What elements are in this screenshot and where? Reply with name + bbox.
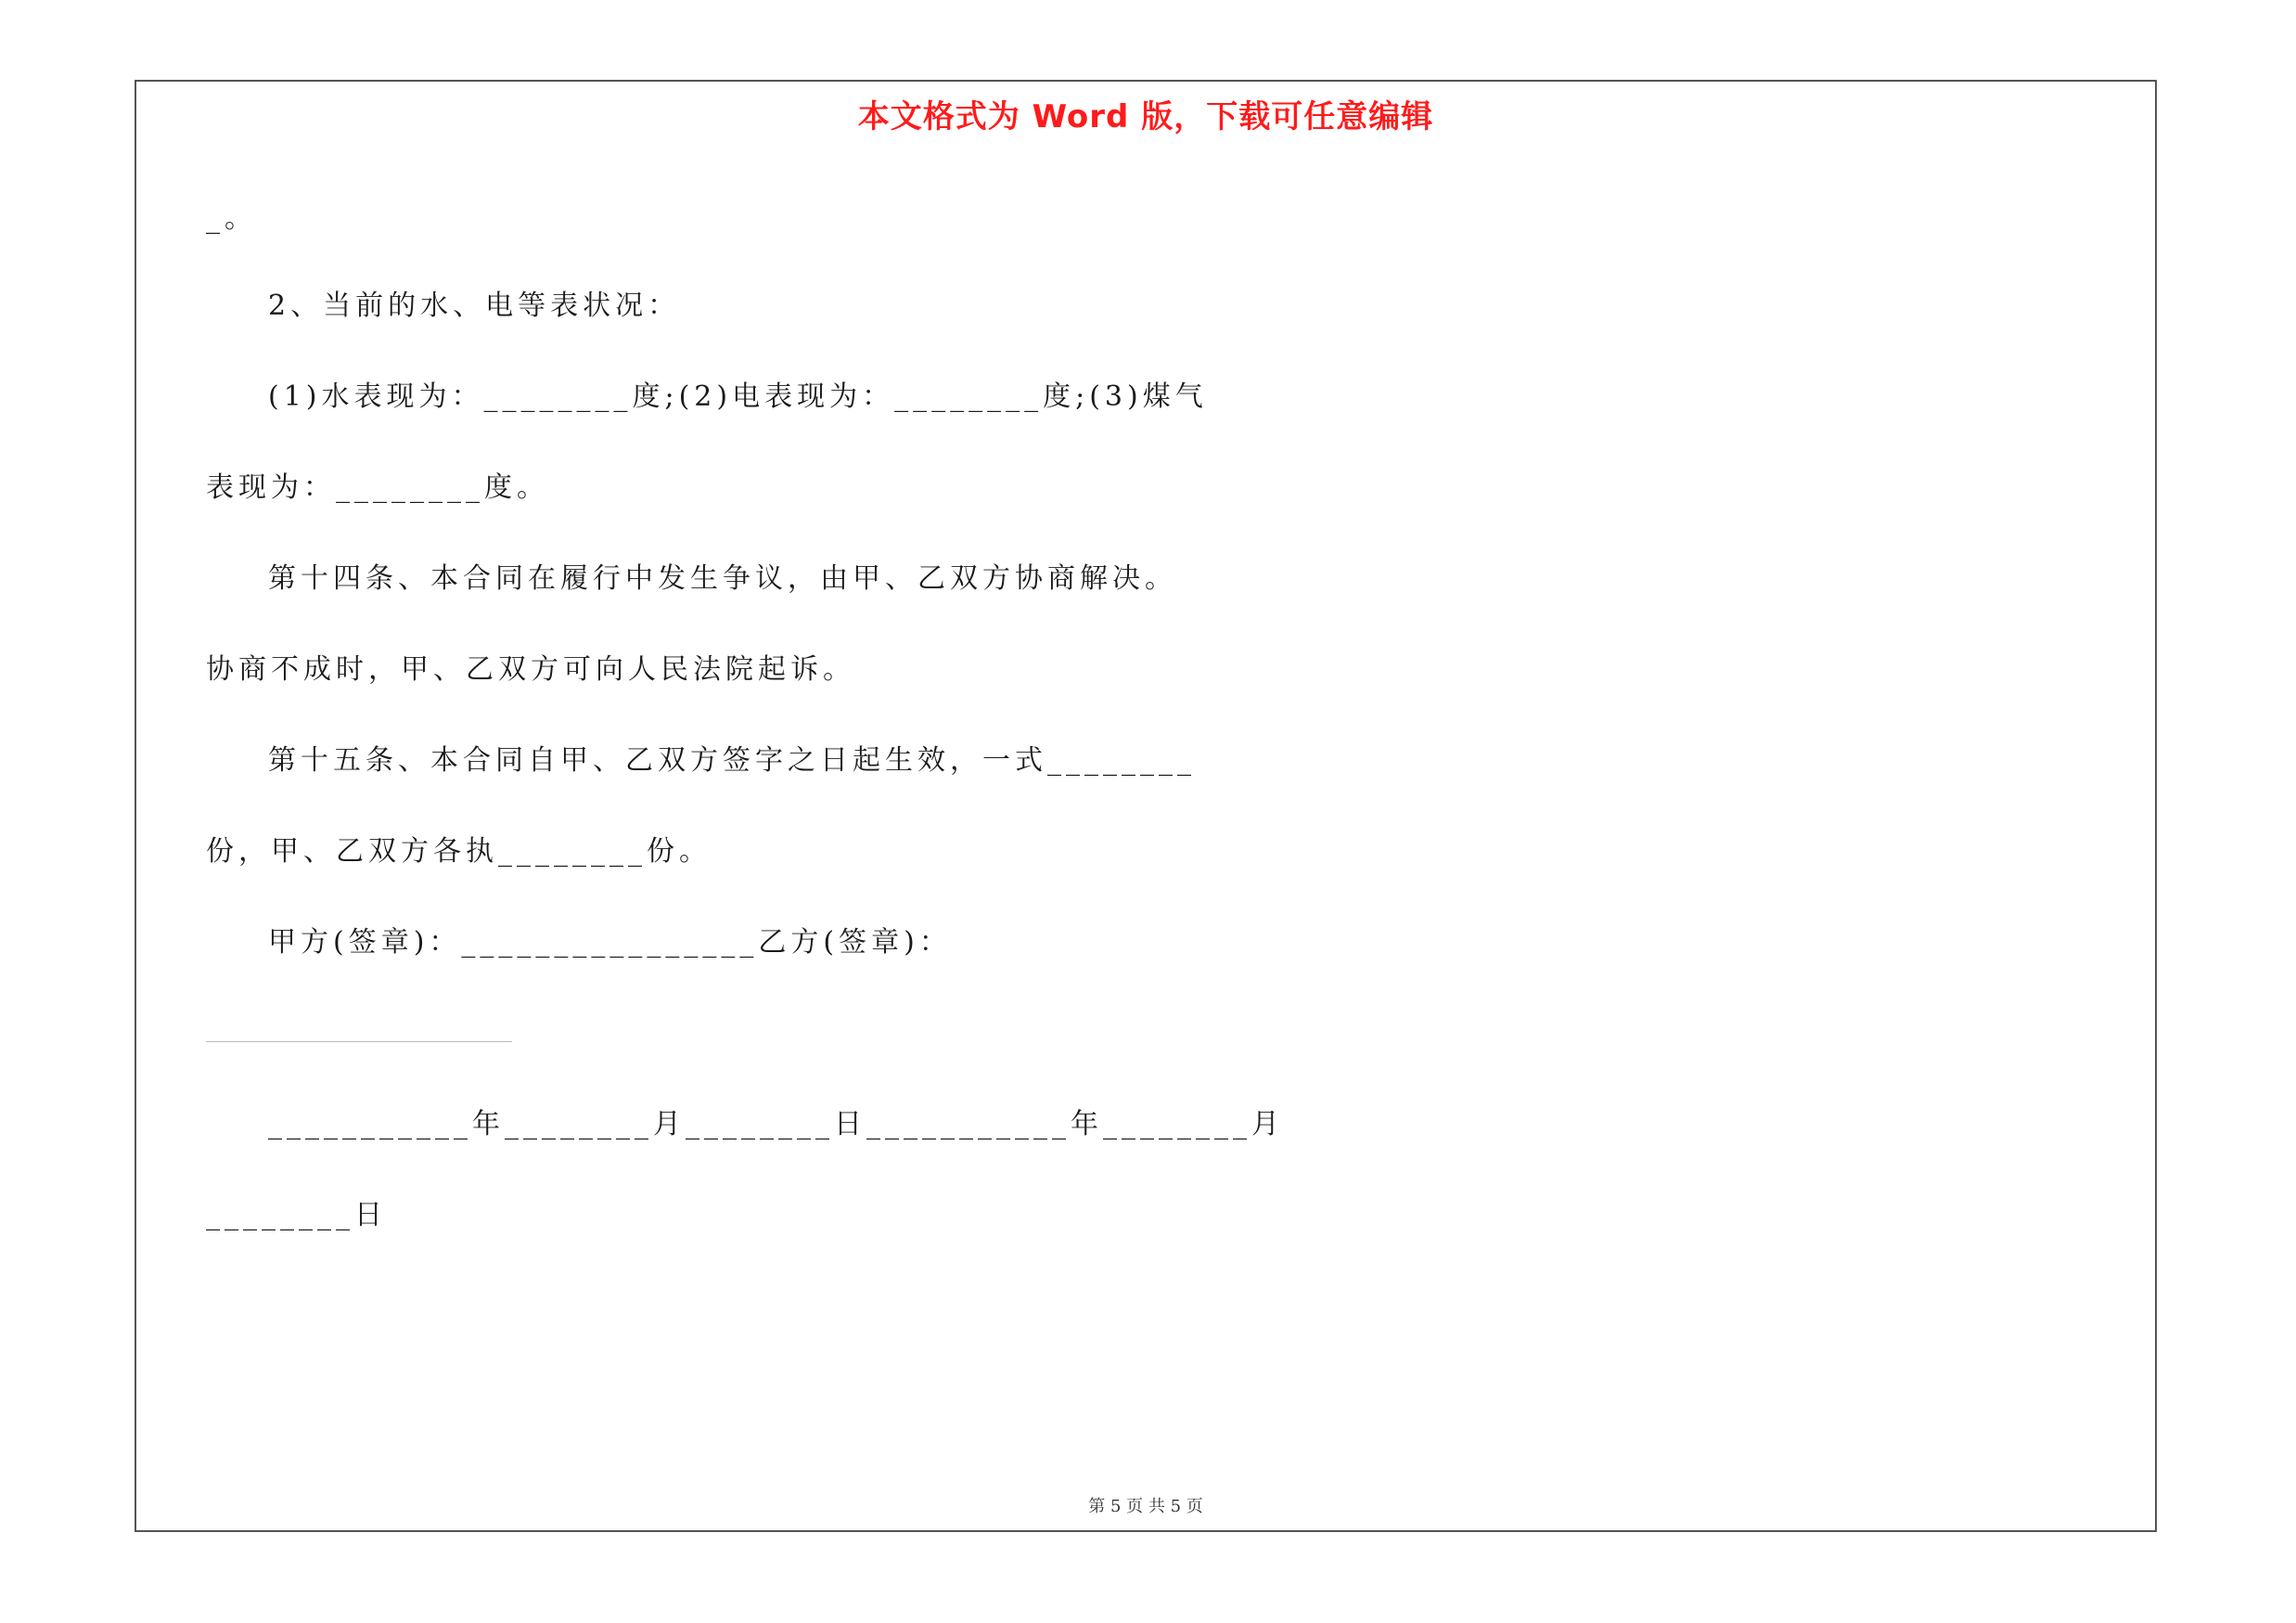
page-number-footer: 第 5 页 共 5 页 [1088, 1497, 1203, 1516]
article-14-line: 第十四条、本合同在履行中发生争议，由甲、乙双方协商解决。 [268, 562, 1177, 595]
gas-meter-line: 表现为：________度。 [206, 471, 549, 504]
meter-readings-line: (1)水表现为：________度;(2)电表现为：________度;(3)煤气 [268, 380, 1208, 413]
meter-status-heading: 2、当前的水、电等表状况： [268, 290, 681, 322]
signature-blank-rule [206, 1041, 512, 1042]
word-format-banner: 本文格式为 Word 版，下载可任意编辑 [857, 98, 1434, 135]
text-line-1: _。 [206, 202, 257, 235]
article-14-continued: 协商不成时，甲、乙双方可向人民法院起诉。 [206, 653, 855, 686]
article-15-continued: 份，甲、乙双方各执________份。 [206, 835, 712, 868]
article-15-line: 第十五条、本合同自甲、乙双方签字之日起生效，一式________ [268, 744, 1196, 777]
signature-line: 甲方(签章)：________________乙方(签章)： [268, 926, 952, 959]
date-line-continued: ________日 [206, 1199, 387, 1231]
date-line: ___________年________月________日___________年________月 [268, 1108, 1284, 1140]
document-page [135, 80, 2157, 1532]
